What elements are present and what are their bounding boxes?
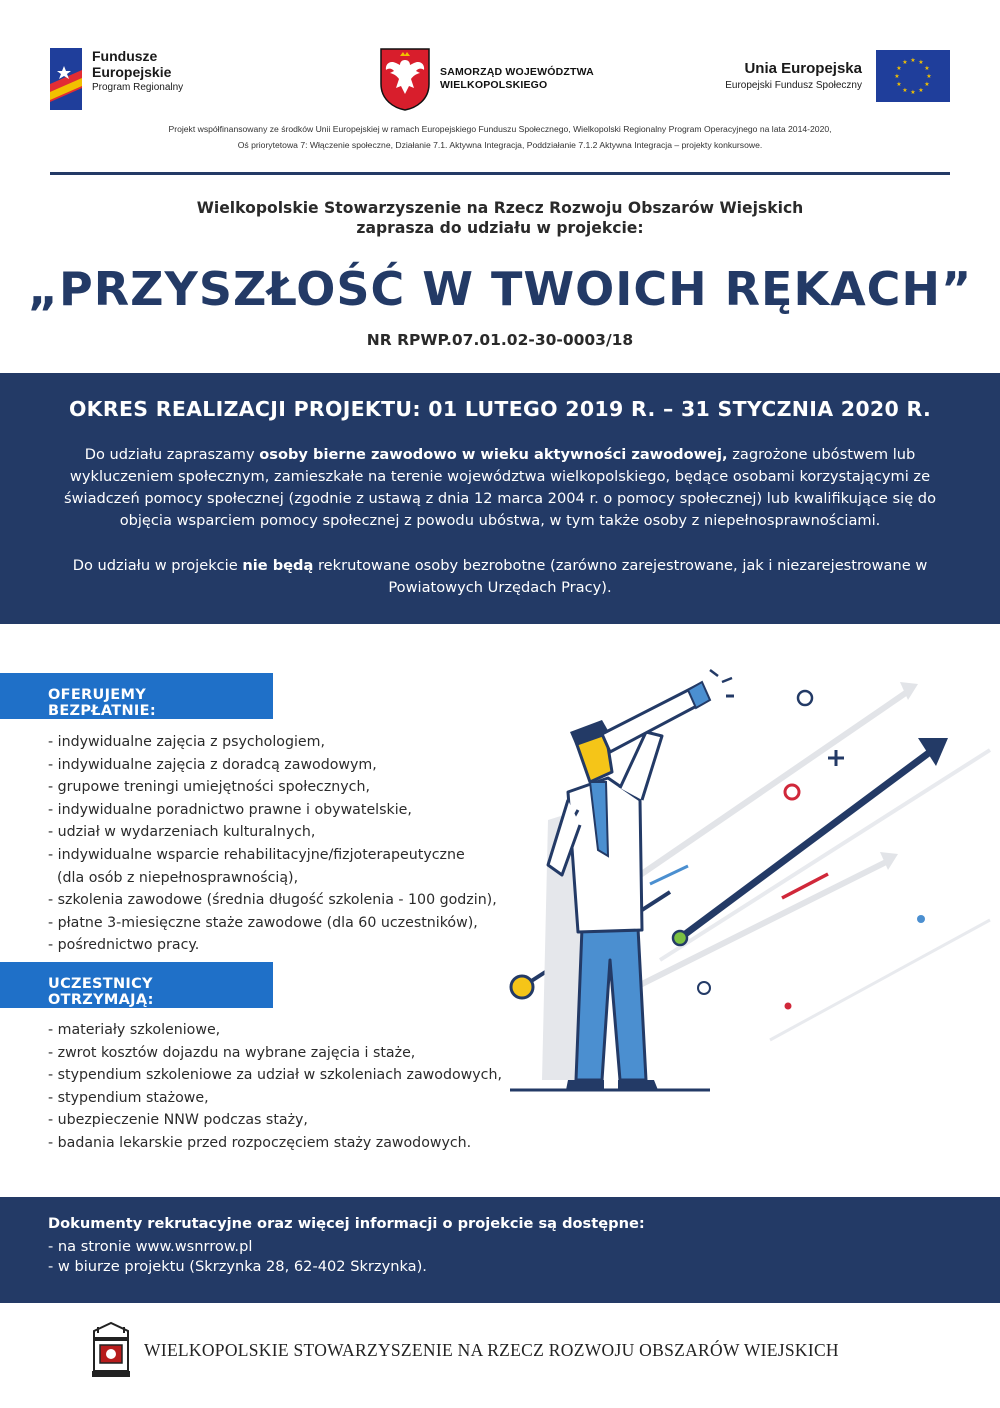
- svg-text:★: ★: [924, 65, 930, 72]
- exclusion-text-end: rekrutowane osoby bezrobotne (zarówno zarejestrowane, jak i niezarejestrowane w Powiatowych Urzędach Pracy).: [313, 557, 928, 596]
- offer-list: [48, 731, 497, 957]
- intro-line2: zaprasza do udziału w projekcie:: [356, 219, 644, 237]
- list-item: - udział w wydarzeniach kulturalnych,: [48, 824, 316, 841]
- documents-office: - w biurze projektu (Skrzynka 28, 62-402 Skrzynka).: [48, 1258, 427, 1275]
- svg-text:★: ★: [896, 65, 902, 72]
- svg-text:★: ★: [924, 81, 930, 88]
- list-item: (dla osób z niepełnosprawnością),: [48, 869, 299, 886]
- svg-text:★: ★: [894, 73, 900, 80]
- eligibility-text-end: zagrożone ubóstwem lub wykluczeniem społecznym, zamieszkałe na terenie województwa wielkopolskiego, będące osobami korzystającymi ze świadczeń pomocy społecznej (zgodnie z ustawą z dnia 12 marca 2004 r. o pomocy społecznej) lub kwalifikujące się do objęcia wsparciem pomocy społecznej z powodu ubóstwa, w tym także osoby z niepełnosprawnościami.: [63, 446, 937, 529]
- list-item: - indywidualne zajęcia z doradcą zawodowym,: [48, 756, 377, 773]
- cofinancing-note: [50, 121, 950, 153]
- fe-logo-line3: Program Regionalny: [92, 82, 184, 93]
- page-title: „PRZYSZŁOŚĆ W TWOICH RĘKACH”: [27, 262, 973, 316]
- sw-logo-line1: SAMORZĄD WOJEWÓDZTWA: [440, 66, 594, 78]
- documents-title: Dokumenty rekrutacyjne oraz więcej informacji o projekcie są dostępne:: [48, 1215, 645, 1232]
- eligibility-text-bold: osoby bierne zawodowo w wieku aktywności zawodowej,: [259, 446, 728, 463]
- fe-logo-line2: Europejskie: [92, 64, 172, 80]
- svg-text:★: ★: [918, 59, 924, 66]
- fundusze-europejskie-logo: [50, 48, 183, 110]
- sw-logo-line2: WIELKOPOLSKIEGO: [440, 79, 548, 91]
- fe-logo-line1: Fundusze: [92, 48, 158, 64]
- exclusion-paragraph: [44, 555, 956, 599]
- period-band: [0, 373, 1000, 624]
- list-item: - indywidualne poradnictwo prawne i obywatelskie,: [48, 801, 412, 818]
- intro-line1: Wielkopolskie Stowarzyszenie na Rzecz Rozwoju Obszarów Wiejskich: [196, 199, 804, 217]
- ue-logo-line1: Unia Europejska: [744, 60, 862, 77]
- svg-text:★: ★: [896, 81, 902, 88]
- header-divider: [50, 172, 950, 175]
- participants-heading: UCZESTNICY OTRZYMAJĄ:: [0, 962, 273, 1008]
- cofinancing-line1: Projekt współfinansowany ze środków Unii Europejskiej w ramach Europejskiego Funduszu Społecznego, Wielkopolski Regionalny Program Operacyjnego na lata 2014-2020,: [168, 124, 832, 134]
- eligibility-paragraph: [44, 444, 956, 532]
- svg-text:★: ★: [902, 87, 908, 94]
- header-logos: [50, 40, 950, 120]
- list-item: - materiały szkoleniowe,: [48, 1022, 221, 1038]
- list-item: - indywidualne wsparcie rehabilitacyjne/fizjoterapeutyczne: [48, 846, 465, 863]
- eu-flag-icon: [876, 50, 950, 102]
- list-item: - płatne 3-miesięczne staże zawodowe (dla 60 uczestników),: [48, 914, 478, 931]
- samorzad-logo: [378, 46, 594, 112]
- list-item: - ubezpieczenie NNW podczas staży,: [48, 1112, 308, 1129]
- man-with-telescope-illustration: [470, 660, 1000, 1140]
- cofinancing-line2: Oś priorytetowa 7: Włączenie społeczne, Działanie 7.1. Aktywna Integracja, Poddziałanie 7.1.2 Aktywna Integracja – projekty konkursowe.: [237, 140, 763, 150]
- documents-website[interactable]: - na stronie www.wsnrrow.pl: [48, 1238, 253, 1255]
- fundusze-europejskie-logo-icon: [50, 48, 82, 110]
- unia-europejska-logo: [725, 50, 950, 102]
- list-item: - badania lekarskie przed rozpoczęciem staży zawodowych.: [48, 1134, 472, 1151]
- exclusion-text-start: Do udziału w projekcie: [72, 557, 243, 574]
- svg-text:★: ★: [918, 87, 924, 94]
- svg-text:★: ★: [910, 89, 916, 96]
- footer: [90, 1320, 910, 1380]
- offer-heading: OFERUJEMY BEZPŁATNIE:: [0, 673, 273, 719]
- svg-text:★: ★: [910, 57, 916, 64]
- list-item: - zwrot kosztów dojazdu na wybrane zajęcia i staże,: [48, 1044, 416, 1061]
- participants-list: [48, 1019, 502, 1155]
- list-item: - stypendium stażowe,: [48, 1089, 209, 1106]
- wsnrrow-logo-icon: [90, 1321, 132, 1379]
- list-item: - pośrednictwo pracy.: [48, 937, 200, 954]
- svg-text:★: ★: [902, 59, 908, 66]
- period-title: OKRES REALIZACJI PROJEKTU: 01 LUTEGO 2019 R. – 31 STYCZNIA 2020 R.: [68, 397, 932, 421]
- footer-org-name: WIELKOPOLSKIE STOWARZYSZENIE NA RZECZ ROZWOJU OBSZARÓW WIEJSKICH: [144, 1339, 839, 1360]
- wielkopolska-eagle-shield-icon: [378, 46, 432, 112]
- list-item: - stypendium szkoleniowe za udział w szkoleniach zawodowych,: [48, 1067, 502, 1084]
- eligibility-text-start: Do udziału zapraszamy: [84, 446, 260, 463]
- project-number: NR RPWP.07.01.02-30-0003/18: [366, 331, 634, 349]
- svg-text:★: ★: [926, 73, 932, 80]
- ue-logo-line2: Europejski Fundusz Społeczny: [725, 80, 862, 91]
- intro-text: [0, 198, 1000, 238]
- documents-band: [0, 1197, 1000, 1303]
- list-item: - grupowe treningi umiejętności społecznych,: [48, 779, 370, 796]
- list-item: - indywidualne zajęcia z psychologiem,: [48, 734, 325, 750]
- exclusion-text-bold: nie będą: [242, 557, 314, 574]
- list-item: - szkolenia zawodowe (średnia długość szkolenia - 100 godzin),: [48, 892, 497, 909]
